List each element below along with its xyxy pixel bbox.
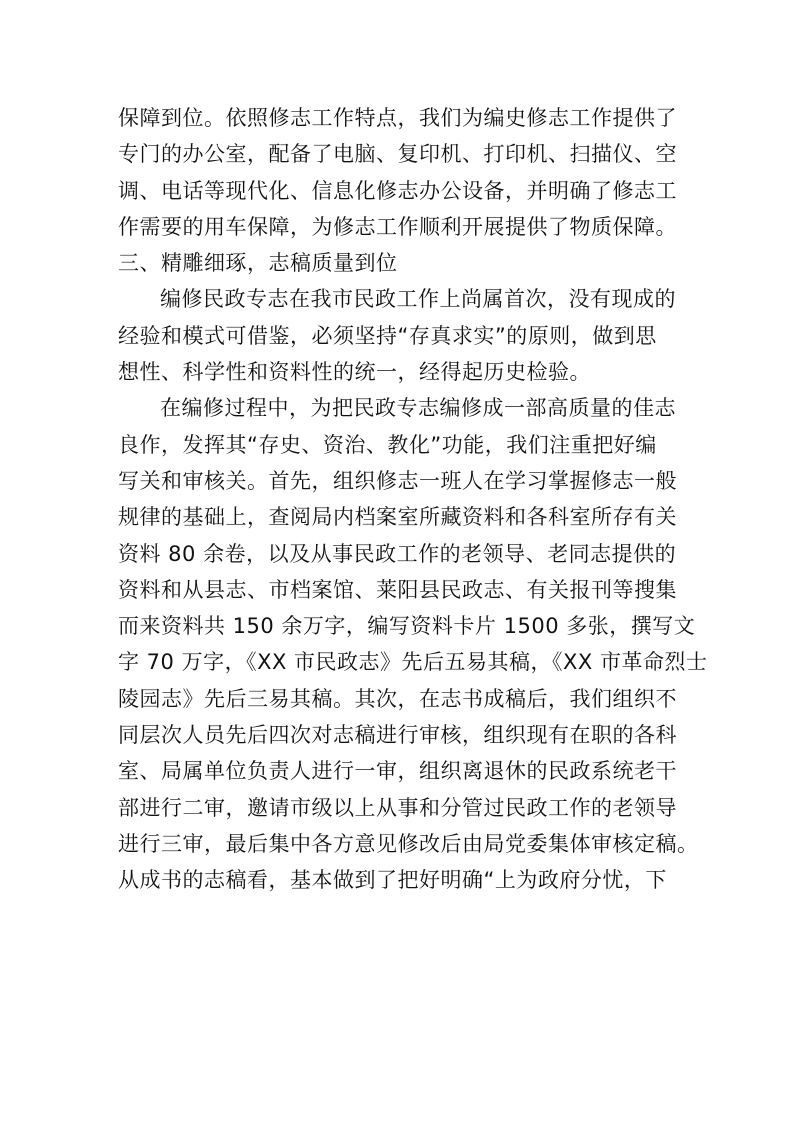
paragraph-line: 在编修过程中，为把民政专志编修成一部高质量的佳志: [160, 396, 676, 421]
paragraph-line: 规律的基础上，查阅局内档案室所藏资料和各科室所存有关: [118, 505, 677, 530]
paragraph-line: 良作，发挥其“存史、资治、教化”功能，我们注重把好编: [118, 432, 657, 457]
paragraph-line: 资料和从县志、市档案馆、莱阳县民政志、有关报刊等搜集: [118, 577, 677, 602]
paragraph-line: 字 70 万字，《XX 市民政志》先后五易其稿，《XX 市革命烈士: [118, 650, 708, 675]
paragraph-line: 从成书的志稿看，基本做到了把好明确“上为政府分忧，下: [118, 868, 667, 893]
paragraph-line: 写关和审核关。首先，组织修志一班人在学习掌握修志一般: [118, 468, 677, 493]
paragraph-line: 经验和模式可借鉴，必须坚持“存真求实”的原则，做到思: [118, 323, 657, 348]
paragraph-line: 保障到位。依照修志工作特点，我们为编史修志工作提供了: [118, 106, 677, 130]
paragraph-line: 部进行二审，邀请市级以上从事和分管过民政工作的老领导: [118, 795, 677, 820]
section-heading: 三、精雕细琢，志稿质量到位: [118, 251, 398, 276]
paragraph-line: 专门的办公室，配备了电脑、复印机、打印机、扫描仪、空: [118, 142, 677, 167]
paragraph-line: 作需要的用车保障，为修志工作顺利开展提供了物质保障。: [118, 214, 677, 239]
paragraph-line: 室、局属单位负责人进行一审，组织离退休的民政系统老干: [118, 759, 677, 784]
paragraph-line: 编修民政专志在我市民政工作上尚属首次，没有现成的: [160, 287, 676, 312]
paragraph-line: 同层次人员先后四次对志稿进行审核，组织现有在职的各科: [118, 723, 677, 748]
body-text: [118, 100, 708, 899]
paragraph-line: 想性、科学性和资料性的统一，经得起历史检验。: [118, 360, 591, 385]
paragraph-line: 而来资料共 150 余万字，编写资料卡片 1500 多张，撰写文: [118, 614, 696, 639]
paragraph-line: 陵园志》先后三易其稿。其次，在志书成稿后，我们组织不: [118, 686, 677, 711]
paragraph-line: 进行三审，最后集中各方意见修改后由局党委集体审核定稿。: [118, 831, 699, 856]
paragraph-line: 调、电话等现代化、信息化修志办公设备，并明确了修志工: [118, 178, 677, 203]
paragraph-line: 资料 80 余卷，以及从事民政工作的老领导、老同志提供的: [118, 541, 677, 566]
